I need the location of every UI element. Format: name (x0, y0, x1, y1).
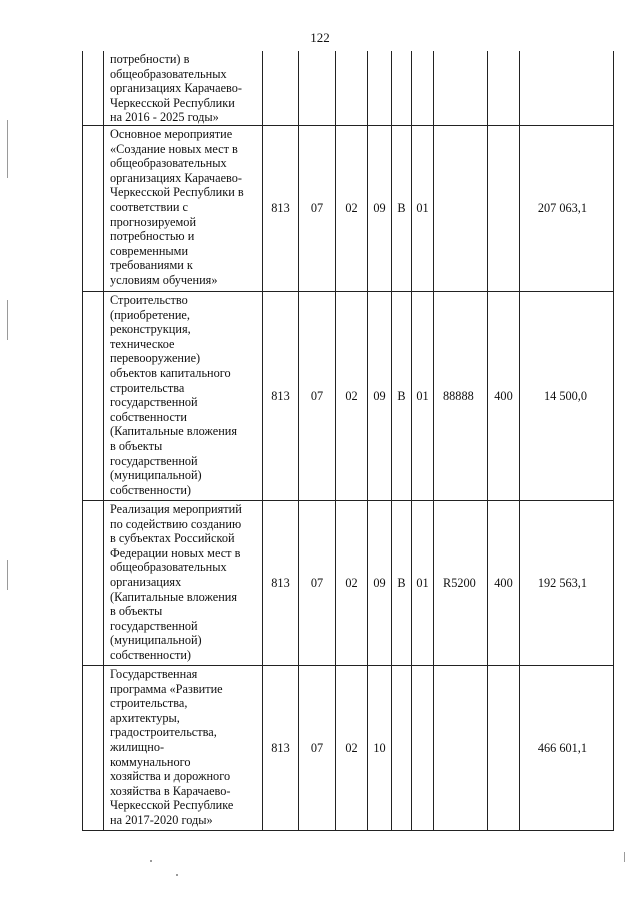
ministry-code-cell (263, 51, 299, 125)
row-number-cell (83, 291, 104, 500)
item-name-cell: Основное мероприятие «Создание новых мест в общеобразовательных организациях Карачаево- Черкесской Республики в соответствии с прогнозируемой потребностью и современными требованиями к условиям обучения» (104, 125, 263, 291)
event-code-cell (412, 51, 434, 125)
budget-table (82, 51, 614, 831)
item-name-cell: Реализация мероприятий по содействию созданию в субъектах Российской Федерации новых мест в общеобразовательных организациях (Капитальные вложения в объекты государственной (муниципальной) собственности) (104, 500, 263, 665)
item-name-cell: Строительство (приобретение, реконструкция, техническое перевооружение) объектов капитального строительства государственной собственности (Капитальные вложения в объекты государственной (муниципальной) собственности) (104, 291, 263, 500)
section-code-cell (299, 51, 336, 125)
direction-code-cell (434, 51, 488, 125)
table-row (83, 125, 614, 291)
scan-edge-mark (7, 120, 8, 178)
ministry-code-cell: 813 (263, 500, 299, 665)
program-code-cell: 09 (368, 500, 392, 665)
scan-edge-mark (7, 300, 8, 340)
subsection-code-cell: 02 (336, 125, 368, 291)
row-number-cell (83, 665, 104, 830)
item-name-cell: потребности) в общеобразовательных организациях Карачаево- Черкесской Республики на 2016 - 2025 годы» (104, 51, 263, 125)
subprogram-code-cell: В (392, 500, 412, 665)
program-code-cell: 09 (368, 125, 392, 291)
table-row (83, 665, 614, 830)
subsection-code-cell: 02 (336, 665, 368, 830)
section-code-cell: 07 (299, 500, 336, 665)
row-number-cell (83, 500, 104, 665)
program-code-cell: 09 (368, 291, 392, 500)
row-number-cell (83, 51, 104, 125)
expense-type-cell (488, 125, 520, 291)
subsection-code-cell (336, 51, 368, 125)
ministry-code-cell: 813 (263, 125, 299, 291)
expense-type-cell (488, 51, 520, 125)
expense-type-cell (488, 665, 520, 830)
subsection-code-cell: 02 (336, 291, 368, 500)
direction-code-cell (434, 665, 488, 830)
row-number-cell (83, 125, 104, 291)
page-number: 122 (310, 30, 330, 45)
amount-cell: 466 601,1 (520, 665, 614, 830)
subprogram-code-cell: В (392, 291, 412, 500)
section-code-cell: 07 (299, 665, 336, 830)
subprogram-code-cell (392, 51, 412, 125)
subsection-code-cell: 02 (336, 500, 368, 665)
subprogram-code-cell (392, 665, 412, 830)
ministry-code-cell: 813 (263, 291, 299, 500)
direction-code-cell: R5200 (434, 500, 488, 665)
scan-speck (150, 860, 152, 862)
scan-speck (176, 874, 178, 876)
amount-cell (520, 51, 614, 125)
direction-code-cell: 88888 (434, 291, 488, 500)
item-name-cell: Государственная программа «Развитие строительства, архитектуры, градостроительства, жилищно- коммунального хозяйства и дорожного хозяйства в Карачаево- Черкесской Республике на 2017-2020 годы» (104, 665, 263, 830)
event-code-cell: 01 (412, 291, 434, 500)
direction-code-cell (434, 125, 488, 291)
table-row (83, 51, 614, 125)
amount-cell: 207 063,1 (520, 125, 614, 291)
ministry-code-cell: 813 (263, 665, 299, 830)
amount-cell: 192 563,1 (520, 500, 614, 665)
program-code-cell (368, 51, 392, 125)
program-code-cell: 10 (368, 665, 392, 830)
table-row (83, 291, 614, 500)
event-code-cell: 01 (412, 125, 434, 291)
amount-cell: 14 500,0 (520, 291, 614, 500)
expense-type-cell: 400 (488, 291, 520, 500)
event-code-cell: 01 (412, 500, 434, 665)
table-row (83, 500, 614, 665)
section-code-cell: 07 (299, 291, 336, 500)
scan-edge-mark (7, 560, 8, 590)
scan-edge-mark (624, 852, 625, 862)
section-code-cell: 07 (299, 125, 336, 291)
expense-type-cell: 400 (488, 500, 520, 665)
subprogram-code-cell: В (392, 125, 412, 291)
event-code-cell (412, 665, 434, 830)
